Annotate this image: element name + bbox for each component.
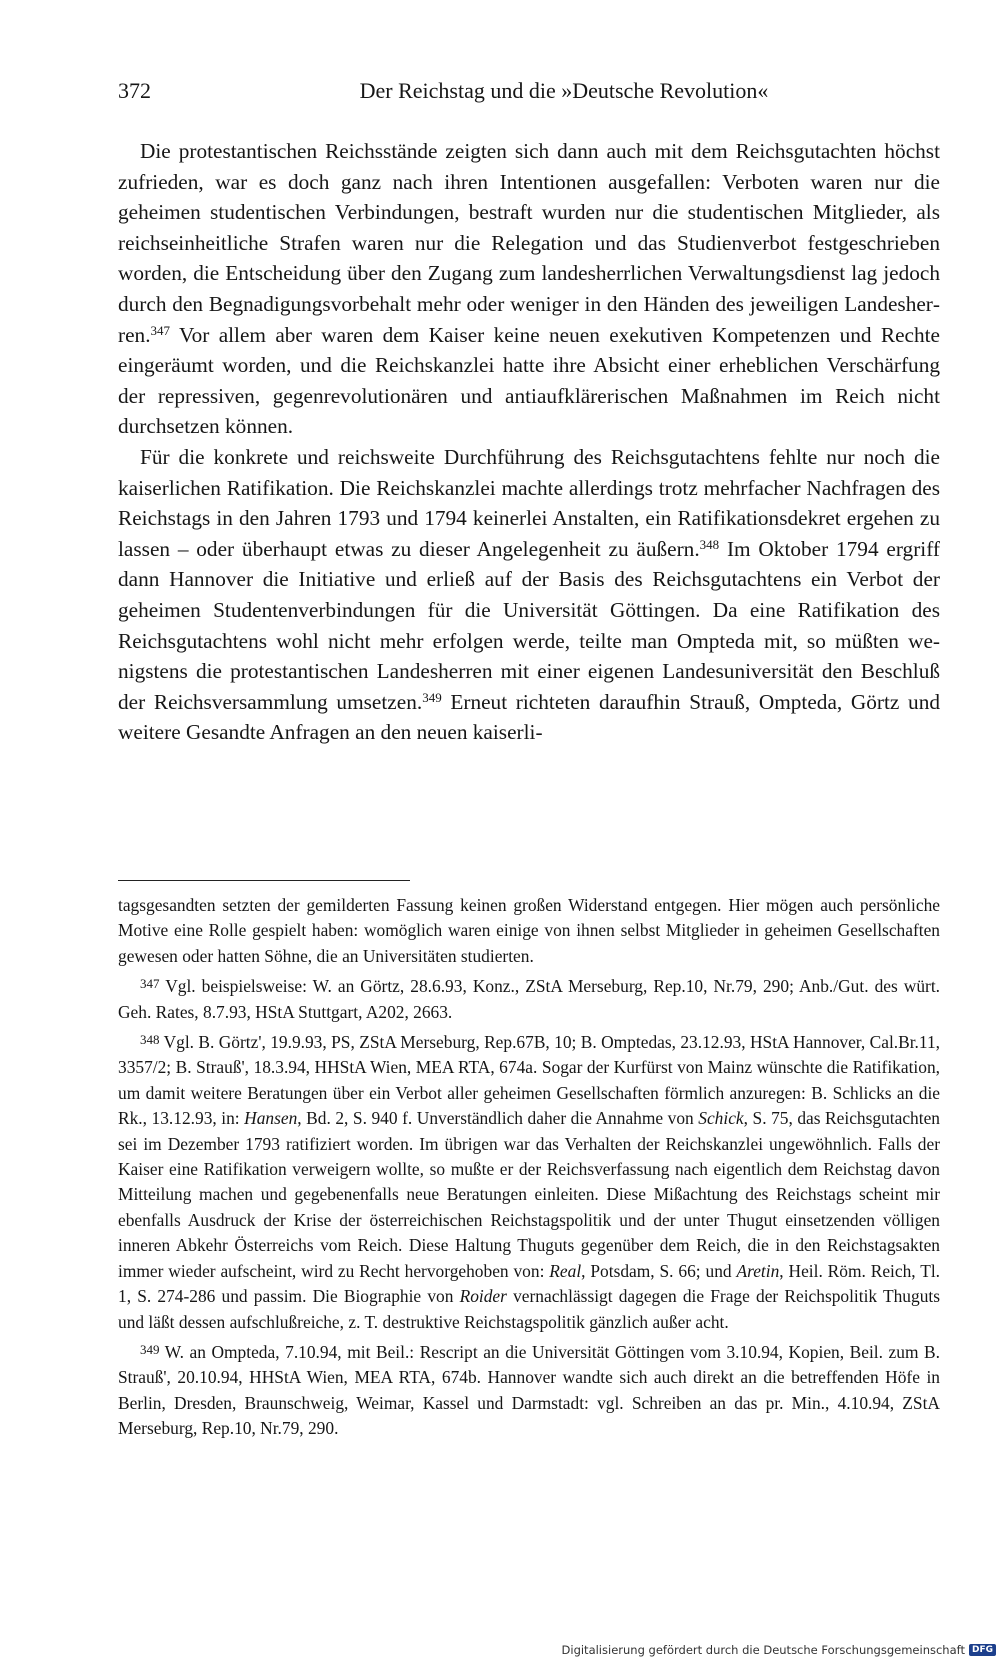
dfg-logo-icon: DFG (969, 1644, 996, 1656)
footnote-divider (118, 880, 410, 881)
running-title: Der Reichstag und die »Deutsche Revolution« (359, 78, 769, 103)
page-header (118, 78, 940, 110)
footnote-349: $^{349}$ W. an Ompteda, 7.10.94, mit Beil.: Rescript an die Universität Göttingen vom 3.10.94, Kopien, Beil. zum B. Strauß', 20.10.94, HHStA Wien, MEA RTA, 674b. Hannover wandte sich auch direkt an die betreffenden Höfe in Berlin, Dresden, Braunschweig, Weimar, Kassel und Darmstadt: vgl. Schreiben an das pr. Min., 4.10.94, ZStA Merseburg, Rep.10, Nr.79, 290. (118, 1341, 940, 1439)
paragraph-1: Die protestantischen Reichsstände zeigten sich dann auch mit dem Reichsgutachten höchst zufrieden, war es doch ganz nach ihren Intentionen ausgefallen: Verboten waren nur die geheimen studentischen Verbindungen, bestraft wurden nur die studentischen Mitglieder, als reichseinheitliche Strafen waren nur die Relegation und das Studienverbot festgeschrieben worden, die Entscheidung über den Zugang zum landesherrlichen Verwaltungsdienst lag jedoch durch den Begnadigungsvorbehalt mehr oder weniger in den Händen des jeweiligen Landesherren.$^{347}$ Vor allem aber waren dem Kaiser keine neuen exekutiven Kompetenzen und Rechte eingeräumt worden, und die Reichskanzlei hatte ihre Absicht einer erheblichen Verschärfung der repressiven, gegenrevolutionären und antiaufklärerischen Maßnahmen im Reich nicht durchsetzen können. (118, 139, 940, 439)
footnote-ref-349: 349 (422, 689, 442, 705)
digitization-credit (562, 1643, 996, 1657)
footnote-ref-348: 348 (699, 536, 720, 552)
credit-text: Digitalisierung gefördert durch die Deutsche Forschungsgemeinschaft (561, 1643, 965, 1657)
paragraph-2: Für die konkrete und reichsweite Durchführung des Reichsgutachtens fehlte nur noch die kaiserlichen Ratifikation. Die Reichskanzlei machte allerdings trotz mehrfacher Nachfragen des Reichstags in den Jahren 1793 und 1794 keinerlei Anstalten, ein Ratifikationsdekret ergehen zu lassen – oder überhaupt etwas zu dieser Angelegenheit zu äußern.$^{348}$ Im Oktober 1794 ergriff dann Hannover die Initiative und erließ auf der Basis des Reichsgutachtens ein Verbot der geheimen Studentenverbindungen für die Universität Göttingen. Da eine Ratifikation des Reichsgutachtens wohl nicht mehr erfolgen werde, teilte man Ompteda mit, so müßten wenigstens die protestantischen Landesherren mit einer eigenen Landesuniversität den Beschluß der Reichsversammlung umsetzen.$^{349}$ Erneut richteten daraufhin Strauß, Ompteda, Görtz und weitere Gesandte Anfragen an den neuen kaiserli- (118, 444, 941, 745)
footnote-continuation: tagsgesandten setzten der gemilderten Fassung keinen großen Widerstand entgegen. Hier mögen auch persönliche Motive eine Rolle gespielt haben: womöglich waren einige von ihnen selbst Mitglieder in geheimen Gesellschaften gewesen oder hatten Söhne, die an Universitäten studierten. (118, 895, 940, 966)
footnote-347: $^{347}$ Vgl. beispielsweise: W. an Görtz, 28.6.93, Konz., ZStA Merseburg, Rep.10, Nr.79, 290; Anb./Gut. des würt. Geh. Rates, 8.7.93, HStA Stuttgart, A202, 2663. (118, 976, 940, 1022)
page-number: 372 (118, 78, 151, 103)
footnotes (118, 893, 940, 1442)
footnote-348: $^{348}$ Vgl. B. Görtz', 19.9.93, PS, ZStA Merseburg, Rep.67B, 10; B. Omptedas, 23.12.93, HStA Hannover, Cal.Br.11, 3357/2; B. Strauß', 18.3.94, HHStA Wien, MEA RTA, 674a. Sogar der Kurfürst von Mainz wünschte die Ratifikation, um damit weitere Beratungen über ein Verbot aller geheimen Gesellschaften förmlich anzuregen: B. Schlicks an die Rk., 13.12.93, in: Hansen, Bd. 2, S. 940 f. Unverständlich daher die Annahme von Schick, S. 75, das Reichsgutachten sei im Dezember 1793 ratifiziert worden. Im übrigen war das Verhalten der Reichskanzlei ungewöhnlich. Falls der Kaiser eine Ratifikation verweigern wollte, so mußte er der Reichsverfassung nach eigentlich dem Reichstag davon Mitteilung machen und gegebenenfalls neue Beratungen einleiten. Diese Mißachtung des Reichstags scheint mir ebenfalls Ausdruck der Krise der österreichischen Reichstagspolitik und der unter Thugut einsetzenden völligen inneren Abkehr Österreichs vom Reich. Diese Haltung Thuguts gegenüber dem Reich, die in den Reichstagsakten immer wieder aufscheint, wird zu Recht hervorgehoben von: Real, Potsdam, S. 66; und Aretin, Heil. Röm. Reich, Tl. 1, S. 274-286 und passim. Die Biographie von Roider vernachlässigt dagegen die Frage der Reichspolitik Thuguts und läßt dessen aufschlußreiche, z. T. destruktive Reichstagspolitik gänzlich außer acht. (118, 1032, 940, 1332)
main-text (118, 136, 940, 748)
footnote-ref-347: 347 (150, 322, 171, 338)
